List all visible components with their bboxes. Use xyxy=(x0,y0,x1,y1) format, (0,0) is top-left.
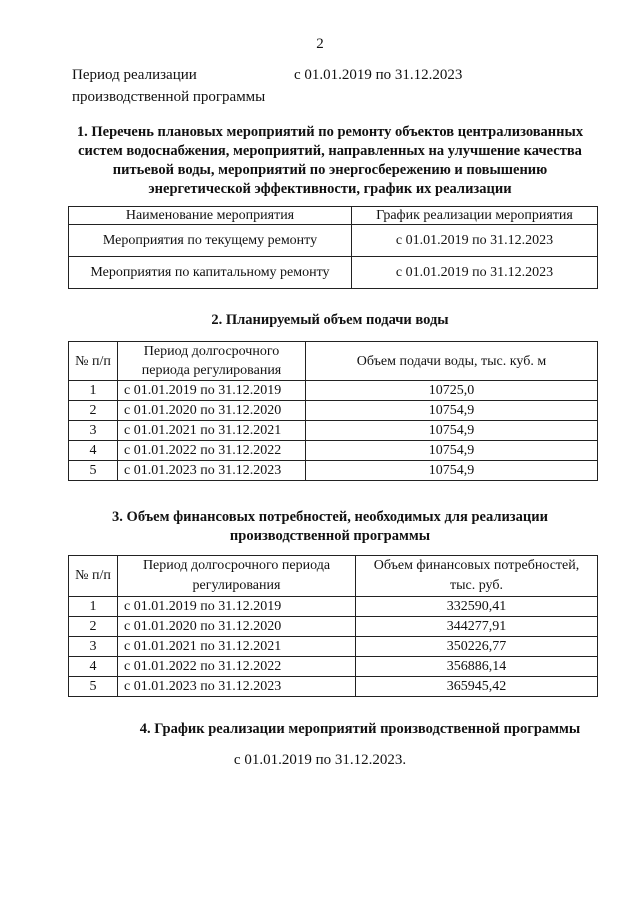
row-value: 350226,77 xyxy=(356,637,598,657)
activity-name: Мероприятия по капитальному ремонту xyxy=(69,257,352,289)
row-period: с 01.01.2021 по 31.12.2021 xyxy=(118,637,356,657)
table-row xyxy=(69,637,598,657)
activity-name: Мероприятия по текущему ремонту xyxy=(69,225,352,257)
table-row xyxy=(69,461,598,481)
table-row xyxy=(69,441,598,461)
table-row xyxy=(69,657,598,677)
row-value: 10754,9 xyxy=(306,401,598,421)
row-number: 3 xyxy=(69,421,118,441)
column-header: Период долгосрочного периода регулирования xyxy=(118,342,306,381)
table-header-row xyxy=(69,556,598,597)
row-value: 10754,9 xyxy=(306,461,598,481)
financial-needs-table xyxy=(68,555,598,697)
row-number: 2 xyxy=(69,401,118,421)
row-period: с 01.01.2019 по 31.12.2019 xyxy=(118,597,356,617)
table-row xyxy=(69,225,598,257)
table-header-row xyxy=(69,207,598,225)
row-value: 10754,9 xyxy=(306,421,598,441)
water-supply-table xyxy=(68,341,598,481)
table-header-row xyxy=(69,342,598,381)
section-4-title: 4. График реализации мероприятий производственной программы xyxy=(139,721,581,737)
row-value: 10725,0 xyxy=(306,381,598,401)
page-number: 2 xyxy=(316,36,324,52)
column-header: № п/п xyxy=(69,342,118,381)
table-row xyxy=(69,617,598,637)
row-number: 3 xyxy=(69,637,118,657)
section-3-title: 3. Объем финансовых потребностей, необходимых для реализации производственной программы xyxy=(112,509,548,544)
activity-schedule: с 01.01.2019 по 31.12.2023 xyxy=(352,225,598,257)
row-period: с 01.01.2022 по 31.12.2022 xyxy=(118,657,356,677)
table-row xyxy=(69,677,598,697)
activity-schedule: с 01.01.2019 по 31.12.2023 xyxy=(352,257,598,289)
row-period: с 01.01.2022 по 31.12.2022 xyxy=(118,441,306,461)
column-header: Объем финансовых потребностей, тыс. руб. xyxy=(356,556,598,597)
row-value: 356886,14 xyxy=(356,657,598,677)
row-value: 332590,41 xyxy=(356,597,598,617)
row-period: с 01.01.2020 по 31.12.2020 xyxy=(118,401,306,421)
row-value: 10754,9 xyxy=(306,441,598,461)
column-header: Наименование мероприятия xyxy=(69,207,352,225)
activities-table xyxy=(68,206,598,289)
column-header: № п/п xyxy=(69,556,118,597)
row-period: с 01.01.2023 по 31.12.2023 xyxy=(118,677,356,697)
row-period: с 01.01.2023 по 31.12.2023 xyxy=(118,461,306,481)
row-period: с 01.01.2020 по 31.12.2020 xyxy=(118,617,356,637)
row-period: с 01.01.2021 по 31.12.2021 xyxy=(118,421,306,441)
section-2-title: 2. Планируемый объем подачи воды xyxy=(211,312,449,328)
row-value: 344277,91 xyxy=(356,617,598,637)
column-header: Объем подачи воды, тыс. куб. м xyxy=(306,342,598,381)
period-value: с 01.01.2019 по 31.12.2023 xyxy=(294,67,463,83)
column-header: График реализации мероприятия xyxy=(352,207,598,225)
row-number: 1 xyxy=(69,381,118,401)
row-number: 4 xyxy=(69,441,118,461)
row-value: 365945,42 xyxy=(356,677,598,697)
row-number: 5 xyxy=(69,461,118,481)
row-number: 5 xyxy=(69,677,118,697)
row-number: 2 xyxy=(69,617,118,637)
row-number: 1 xyxy=(69,597,118,617)
table-row xyxy=(69,257,598,289)
section-4-period: с 01.01.2019 по 31.12.2023. xyxy=(233,752,407,768)
section-1-title: 1. Перечень плановых мероприятий по ремонту объектов централизованных систем водоснабжения, мероприятий, направленных на улучшение качества питьевой воды, мероприятий по энергосбережению и повышению энергетической эффективности, график их реализации xyxy=(76,124,584,197)
table-row xyxy=(69,597,598,617)
row-number: 4 xyxy=(69,657,118,677)
row-period: с 01.01.2019 по 31.12.2019 xyxy=(118,381,306,401)
table-row xyxy=(69,421,598,441)
table-row xyxy=(69,381,598,401)
period-label: Период реализации производственной программы xyxy=(72,67,266,105)
table-row xyxy=(69,401,598,421)
column-header: Период долгосрочного периода регулирования xyxy=(118,556,356,597)
